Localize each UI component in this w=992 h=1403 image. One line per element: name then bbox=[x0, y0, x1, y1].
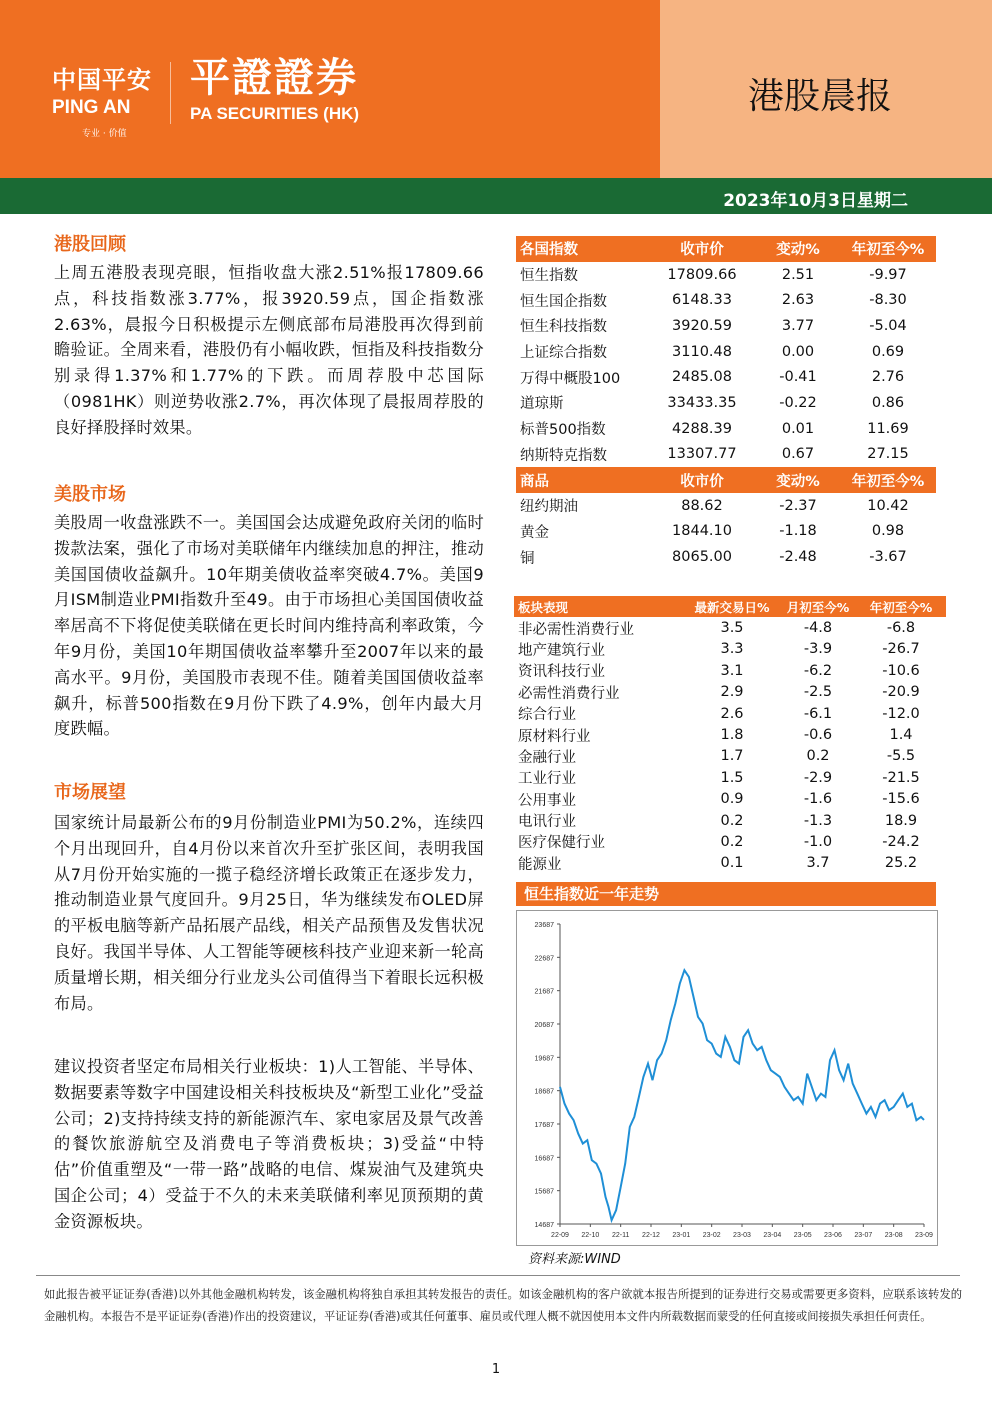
sector-value-cell: -15.6 bbox=[882, 791, 920, 808]
sector-value-cell: 1.5 bbox=[720, 769, 744, 786]
sector-value-cell: -26.7 bbox=[882, 641, 920, 658]
index-value-cell: 3110.48 bbox=[672, 343, 732, 360]
sector-row bbox=[514, 831, 946, 852]
commodity-table-header bbox=[516, 467, 936, 493]
y-tick-label: 18687 bbox=[534, 1088, 554, 1096]
section-heading-us-market: 美股市场 bbox=[54, 484, 126, 505]
ytd-col-header: 年初至今% bbox=[840, 236, 936, 262]
y-tick-label: 23687 bbox=[534, 922, 554, 929]
y-tick-label: 20687 bbox=[534, 1022, 554, 1029]
chart-title: 恒生指数近一年走势 bbox=[516, 882, 936, 906]
sector-value-cell: -5.5 bbox=[886, 748, 916, 765]
index-value-cell: 3920.59 bbox=[672, 317, 732, 334]
sector-value-cell: 1.7 bbox=[720, 748, 744, 765]
x-tick-label: 23-07 bbox=[854, 1232, 873, 1239]
x-tick-label: 22-12 bbox=[642, 1232, 660, 1239]
sector-row bbox=[514, 703, 946, 724]
commodity-col-header: 商品 bbox=[516, 467, 648, 493]
index-name-cell: 道琼斯 bbox=[520, 396, 564, 413]
sector-row bbox=[514, 682, 946, 703]
hsi-chart-svg bbox=[516, 910, 938, 1246]
y-tick-label: 16687 bbox=[534, 1155, 554, 1163]
sector-row bbox=[514, 746, 946, 767]
x-tick-label: 23-06 bbox=[824, 1232, 842, 1239]
section-paragraph-outlook: 国家统计局最新公布的9月份制造业PMI为50.2%，连续四个月出现回升，自4月份以来首次升至扩张区间，表明我国从7月份开始实施的一揽子稳经济增长政策正在逐步发力，推动制造业景气度回升。9月25日，华为继续发布OLED屏的平板电脑等新产品拓展产品线，相关产品预售及发售状况良好。我国半导体、人工智能等硬核科技产业迎来新一轮高质量增长期，相关细分行业龙头公司值得当下着眼长远积极布局。 bbox=[54, 813, 484, 1013]
index-value-cell: 0.67 bbox=[781, 446, 815, 463]
sector-value-cell: 3.1 bbox=[720, 662, 744, 679]
index-table-body bbox=[516, 262, 936, 468]
index-value-cell: -0.41 bbox=[779, 369, 817, 386]
sector-table bbox=[514, 596, 946, 874]
index-value-cell: 2.63 bbox=[781, 292, 815, 309]
last-day-col-header: 最新交易日% bbox=[684, 596, 780, 617]
sector-name-cell: 电讯行业 bbox=[518, 814, 576, 831]
sector-name-cell: 能源业 bbox=[518, 856, 562, 873]
commodity-value-cell: 10.42 bbox=[867, 497, 909, 514]
index-value-cell: -9.97 bbox=[869, 266, 907, 283]
commodity-value-cell: 1844.10 bbox=[672, 523, 732, 540]
index-row bbox=[516, 262, 936, 288]
index-name-cell: 万得中概股100 bbox=[520, 370, 621, 387]
sector-value-cell: 1.4 bbox=[889, 727, 913, 744]
x-tick-label: 23-02 bbox=[702, 1232, 721, 1239]
change-col-header: 变动% bbox=[756, 236, 840, 262]
index-row bbox=[516, 442, 936, 468]
sector-row bbox=[514, 660, 946, 681]
pingan-logo-en: PING AN bbox=[52, 97, 131, 118]
report-date: 2023年10月3日星期二 bbox=[723, 191, 908, 211]
sector-value-cell: -21.5 bbox=[882, 769, 920, 786]
index-name-cell: 恒生国企指数 bbox=[520, 293, 607, 310]
x-tick-label: 23-05 bbox=[793, 1232, 812, 1239]
securities-logo-cn: 平證證券 bbox=[190, 55, 358, 101]
close-col-header: 收市价 bbox=[648, 236, 756, 262]
commodity-row bbox=[516, 519, 936, 545]
sector-row bbox=[514, 853, 946, 874]
index-value-cell: 2.76 bbox=[871, 369, 905, 386]
sector-value-cell: 3.7 bbox=[806, 855, 830, 872]
sector-name-cell: 必需性消费行业 bbox=[518, 685, 620, 702]
commodity-name-cell: 黄金 bbox=[520, 524, 549, 541]
index-name-cell: 恒生科技指数 bbox=[520, 319, 607, 336]
report-title: 港股晨报 bbox=[748, 76, 893, 117]
x-tick-label: 23-01 bbox=[672, 1232, 691, 1239]
sector-name-cell: 工业行业 bbox=[518, 771, 576, 788]
sector-ytd-col-header: 年初至今% bbox=[856, 596, 946, 617]
sector-row bbox=[514, 639, 946, 660]
index-value-cell: 27.15 bbox=[867, 446, 909, 463]
sector-name-cell: 地产建筑行业 bbox=[518, 642, 605, 659]
index-row bbox=[516, 416, 936, 442]
commodity-change-col-header: 变动% bbox=[756, 467, 840, 493]
index-value-cell: 4288.39 bbox=[672, 420, 732, 437]
sector-value-cell: -2.5 bbox=[803, 684, 833, 701]
commodity-table-body bbox=[516, 493, 936, 570]
index-value-cell: 17809.66 bbox=[667, 266, 737, 283]
page-number: 1 bbox=[491, 1362, 501, 1377]
index-value-cell: 3.77 bbox=[781, 317, 815, 334]
index-value-cell: 33433.35 bbox=[667, 394, 737, 411]
y-tick-label: 17687 bbox=[534, 1122, 554, 1129]
sector-value-cell: -0.6 bbox=[803, 727, 833, 744]
sector-row bbox=[514, 810, 946, 831]
sector-value-cell: 2.6 bbox=[720, 705, 744, 722]
y-tick-label: 19687 bbox=[534, 1055, 554, 1063]
index-row bbox=[516, 287, 936, 313]
sector-row bbox=[514, 724, 946, 745]
sector-value-cell: -6.2 bbox=[803, 662, 833, 679]
sector-value-cell: -6.8 bbox=[886, 620, 916, 637]
index-value-cell: 0.69 bbox=[871, 343, 905, 360]
index-value-cell: 2485.08 bbox=[672, 369, 732, 386]
commodity-value-cell: 0.98 bbox=[871, 523, 905, 540]
index-name-cell: 恒生指数 bbox=[520, 268, 578, 285]
sector-value-cell: 25.2 bbox=[884, 855, 918, 872]
sector-value-cell: -24.2 bbox=[882, 833, 920, 850]
y-tick-label: 14687 bbox=[534, 1222, 554, 1229]
disclaimer: 如此报告被平证证券(香港)以外其他金融机构转发，该金融机构将独自承担其转发报告的责任。如该金融机构的客户欲就本报告所提到的证券进行交易或需要更多资料，应联系该转发的金融机构。本报告不是平证证券(香港)作出的投资建议，平证证券(香港)或其任何董事、雇员或代理人概不就因使用本文件内所载数据而蒙受的任何直接或间接损失承担任何责任。 bbox=[44, 1288, 962, 1323]
sector-name-cell: 综合行业 bbox=[518, 707, 576, 724]
commodity-close-col-header: 收市价 bbox=[648, 467, 756, 493]
index-value-cell: -0.22 bbox=[779, 394, 817, 411]
pingan-logo-cn: 中国平安 bbox=[52, 66, 152, 94]
sector-value-cell: -3.9 bbox=[803, 641, 833, 658]
x-tick-label: 22-11 bbox=[611, 1232, 630, 1239]
sector-value-cell: -6.1 bbox=[803, 705, 833, 722]
x-tick-label: 23-03 bbox=[733, 1232, 751, 1239]
sector-value-cell: 2.9 bbox=[720, 684, 744, 701]
section-paragraph-recommendation: 建议投资者坚定布局相关行业板块：1)人工智能、半导体、数据要素等数字中国建设相关科技板块及“新型工业化”受益公司；2)支持持续支持的新能源汽车、家电家居及景气改善的餐饮旅游航空及消费电子等消费板块；3)受益“中特估”价值重塑及“一带一路”战略的电信、煤炭油气及建筑央国企公司；4）受益于不久的未来美联储利率见顶预期的黄金资源板块。 bbox=[54, 1057, 484, 1231]
sector-name-cell: 原材料行业 bbox=[518, 728, 591, 745]
sector-value-cell: -1.0 bbox=[803, 833, 833, 850]
commodity-value-cell: -2.48 bbox=[779, 549, 817, 566]
sector-value-cell: -12.0 bbox=[882, 705, 920, 722]
sector-value-cell: 0.2 bbox=[720, 833, 744, 850]
index-name-cell: 纳斯特克指数 bbox=[520, 447, 607, 464]
securities-logo-en: PA SECURITIES (HK) bbox=[190, 104, 360, 123]
pingan-logo bbox=[52, 60, 152, 139]
chart-source: 资料来源:WIND bbox=[528, 1252, 621, 1267]
sector-value-cell: 3.5 bbox=[720, 620, 744, 637]
index-name-cell: 上证综合指数 bbox=[520, 345, 607, 362]
sector-value-cell: -2.9 bbox=[803, 769, 833, 786]
logo-divider bbox=[170, 62, 171, 124]
sector-value-cell: 0.2 bbox=[806, 748, 830, 765]
hsi-chart bbox=[516, 910, 938, 1246]
commodity-value-cell: 88.62 bbox=[681, 497, 723, 514]
footer-divider bbox=[36, 1275, 960, 1276]
index-col-header: 各国指数 bbox=[516, 236, 648, 262]
section-heading-outlook: 市场展望 bbox=[54, 782, 126, 803]
commodity-value-cell: -3.67 bbox=[869, 549, 907, 566]
index-name-cell: 标普500指数 bbox=[520, 422, 606, 439]
commodity-row bbox=[516, 493, 936, 519]
index-table bbox=[516, 236, 936, 570]
sector-value-cell: -1.6 bbox=[803, 791, 833, 808]
securities-logo bbox=[190, 56, 359, 124]
index-value-cell: 0.86 bbox=[871, 394, 905, 411]
index-value-cell: 11.69 bbox=[867, 420, 909, 437]
sector-value-cell: 1.8 bbox=[720, 727, 744, 744]
sector-name-cell: 医疗保健行业 bbox=[518, 835, 605, 852]
index-value-cell: 0.00 bbox=[781, 343, 815, 360]
index-value-cell: -5.04 bbox=[869, 317, 907, 334]
commodity-ytd-col-header: 年初至今% bbox=[840, 467, 936, 493]
sector-table-header bbox=[514, 596, 946, 617]
x-tick-label: 22-09 bbox=[551, 1232, 569, 1239]
sector-name-cell: 资讯科技行业 bbox=[518, 664, 605, 681]
index-row bbox=[516, 313, 936, 339]
sector-row bbox=[514, 617, 946, 638]
sector-name-cell: 非必需性消费行业 bbox=[518, 621, 634, 638]
sector-name-cell: 公用事业 bbox=[518, 792, 576, 809]
sector-value-cell: -20.9 bbox=[882, 684, 920, 701]
sector-value-cell: 0.2 bbox=[720, 812, 744, 829]
x-tick-label: 22-10 bbox=[581, 1232, 600, 1239]
mtd-col-header: 月初至今% bbox=[780, 596, 856, 617]
y-tick-label: 15687 bbox=[534, 1188, 554, 1196]
index-value-cell: 0.01 bbox=[781, 420, 815, 437]
pingan-logo-slogan: 专业 · 价值 bbox=[82, 129, 127, 139]
commodity-value-cell: -1.18 bbox=[779, 523, 817, 540]
sector-table-body bbox=[514, 617, 946, 874]
index-value-cell: 2.51 bbox=[781, 266, 815, 283]
commodity-name-cell: 纽约期油 bbox=[520, 499, 578, 516]
sector-value-cell: 0.9 bbox=[720, 791, 744, 808]
commodity-row bbox=[516, 544, 936, 570]
index-value-cell: 13307.77 bbox=[667, 446, 737, 463]
x-tick-label: 23-08 bbox=[884, 1232, 903, 1239]
sector-name-cell: 金融行业 bbox=[518, 749, 576, 766]
sector-value-cell: 3.3 bbox=[720, 641, 744, 658]
y-tick-label: 22687 bbox=[534, 955, 554, 963]
sector-value-cell: 18.9 bbox=[884, 812, 918, 829]
sector-row bbox=[514, 767, 946, 788]
y-tick-label: 21687 bbox=[534, 988, 554, 996]
x-tick-label: 23-09 bbox=[915, 1232, 933, 1239]
sector-col-header: 板块表现 bbox=[514, 596, 684, 617]
commodity-value-cell: 8065.00 bbox=[672, 549, 732, 566]
section-paragraph-hk-review: 上周五港股表现亮眼，恒指收盘大涨2.51%报17809.66点，科技指数涨3.77%，报3920.59点，国企指数涨2.63%，晨报今日积极提示左侧底部布局港股再次得到前瞻验证。全周来看，港股仍有小幅收跌，恒指及科技指数分别录得1.37%和1.77%的下跌。而周荐股中芯国际（0981HK）则逆势收涨2.7%，再次体现了晨报周荐股的良好择股择时效果。 bbox=[54, 263, 484, 437]
sector-value-cell: 0.1 bbox=[720, 855, 744, 872]
sector-value-cell: -4.8 bbox=[803, 620, 833, 637]
index-row bbox=[516, 390, 936, 416]
commodity-name-cell: 铜 bbox=[520, 550, 535, 567]
index-row bbox=[516, 339, 936, 365]
index-table-header bbox=[516, 236, 936, 262]
index-value-cell: 6148.33 bbox=[672, 292, 732, 309]
x-tick-label: 23-04 bbox=[763, 1232, 782, 1239]
index-value-cell: -8.30 bbox=[869, 292, 907, 309]
section-paragraph-us-market: 美股周一收盘涨跌不一。美国国会达成避免政府关闭的临时拨款法案，强化了市场对美联储年内继续加息的押注，推动美国国债收益飙升。10年期美债收益率突破4.7%。美国9月ISM制造业PMI指数升至49。由于市场担心美国国债收益率居高不下将促使美联储在更长时间内维持高利率政策，今年9月份，美国10年期国债收益率攀升至2007年以来的最高水平。9月份，美国股市表现不佳。随着美国国债收益率飙升，标普500指数在9月份下跌了4.9%，创年内最大月度跌幅。 bbox=[54, 513, 484, 739]
sector-row bbox=[514, 789, 946, 810]
sector-value-cell: -1.3 bbox=[803, 812, 833, 829]
sector-value-cell: -10.6 bbox=[882, 662, 920, 679]
index-row bbox=[516, 364, 936, 390]
commodity-value-cell: -2.37 bbox=[779, 497, 817, 514]
chart-frame bbox=[517, 911, 938, 1246]
section-heading-hk-review: 港股回顾 bbox=[54, 234, 126, 255]
